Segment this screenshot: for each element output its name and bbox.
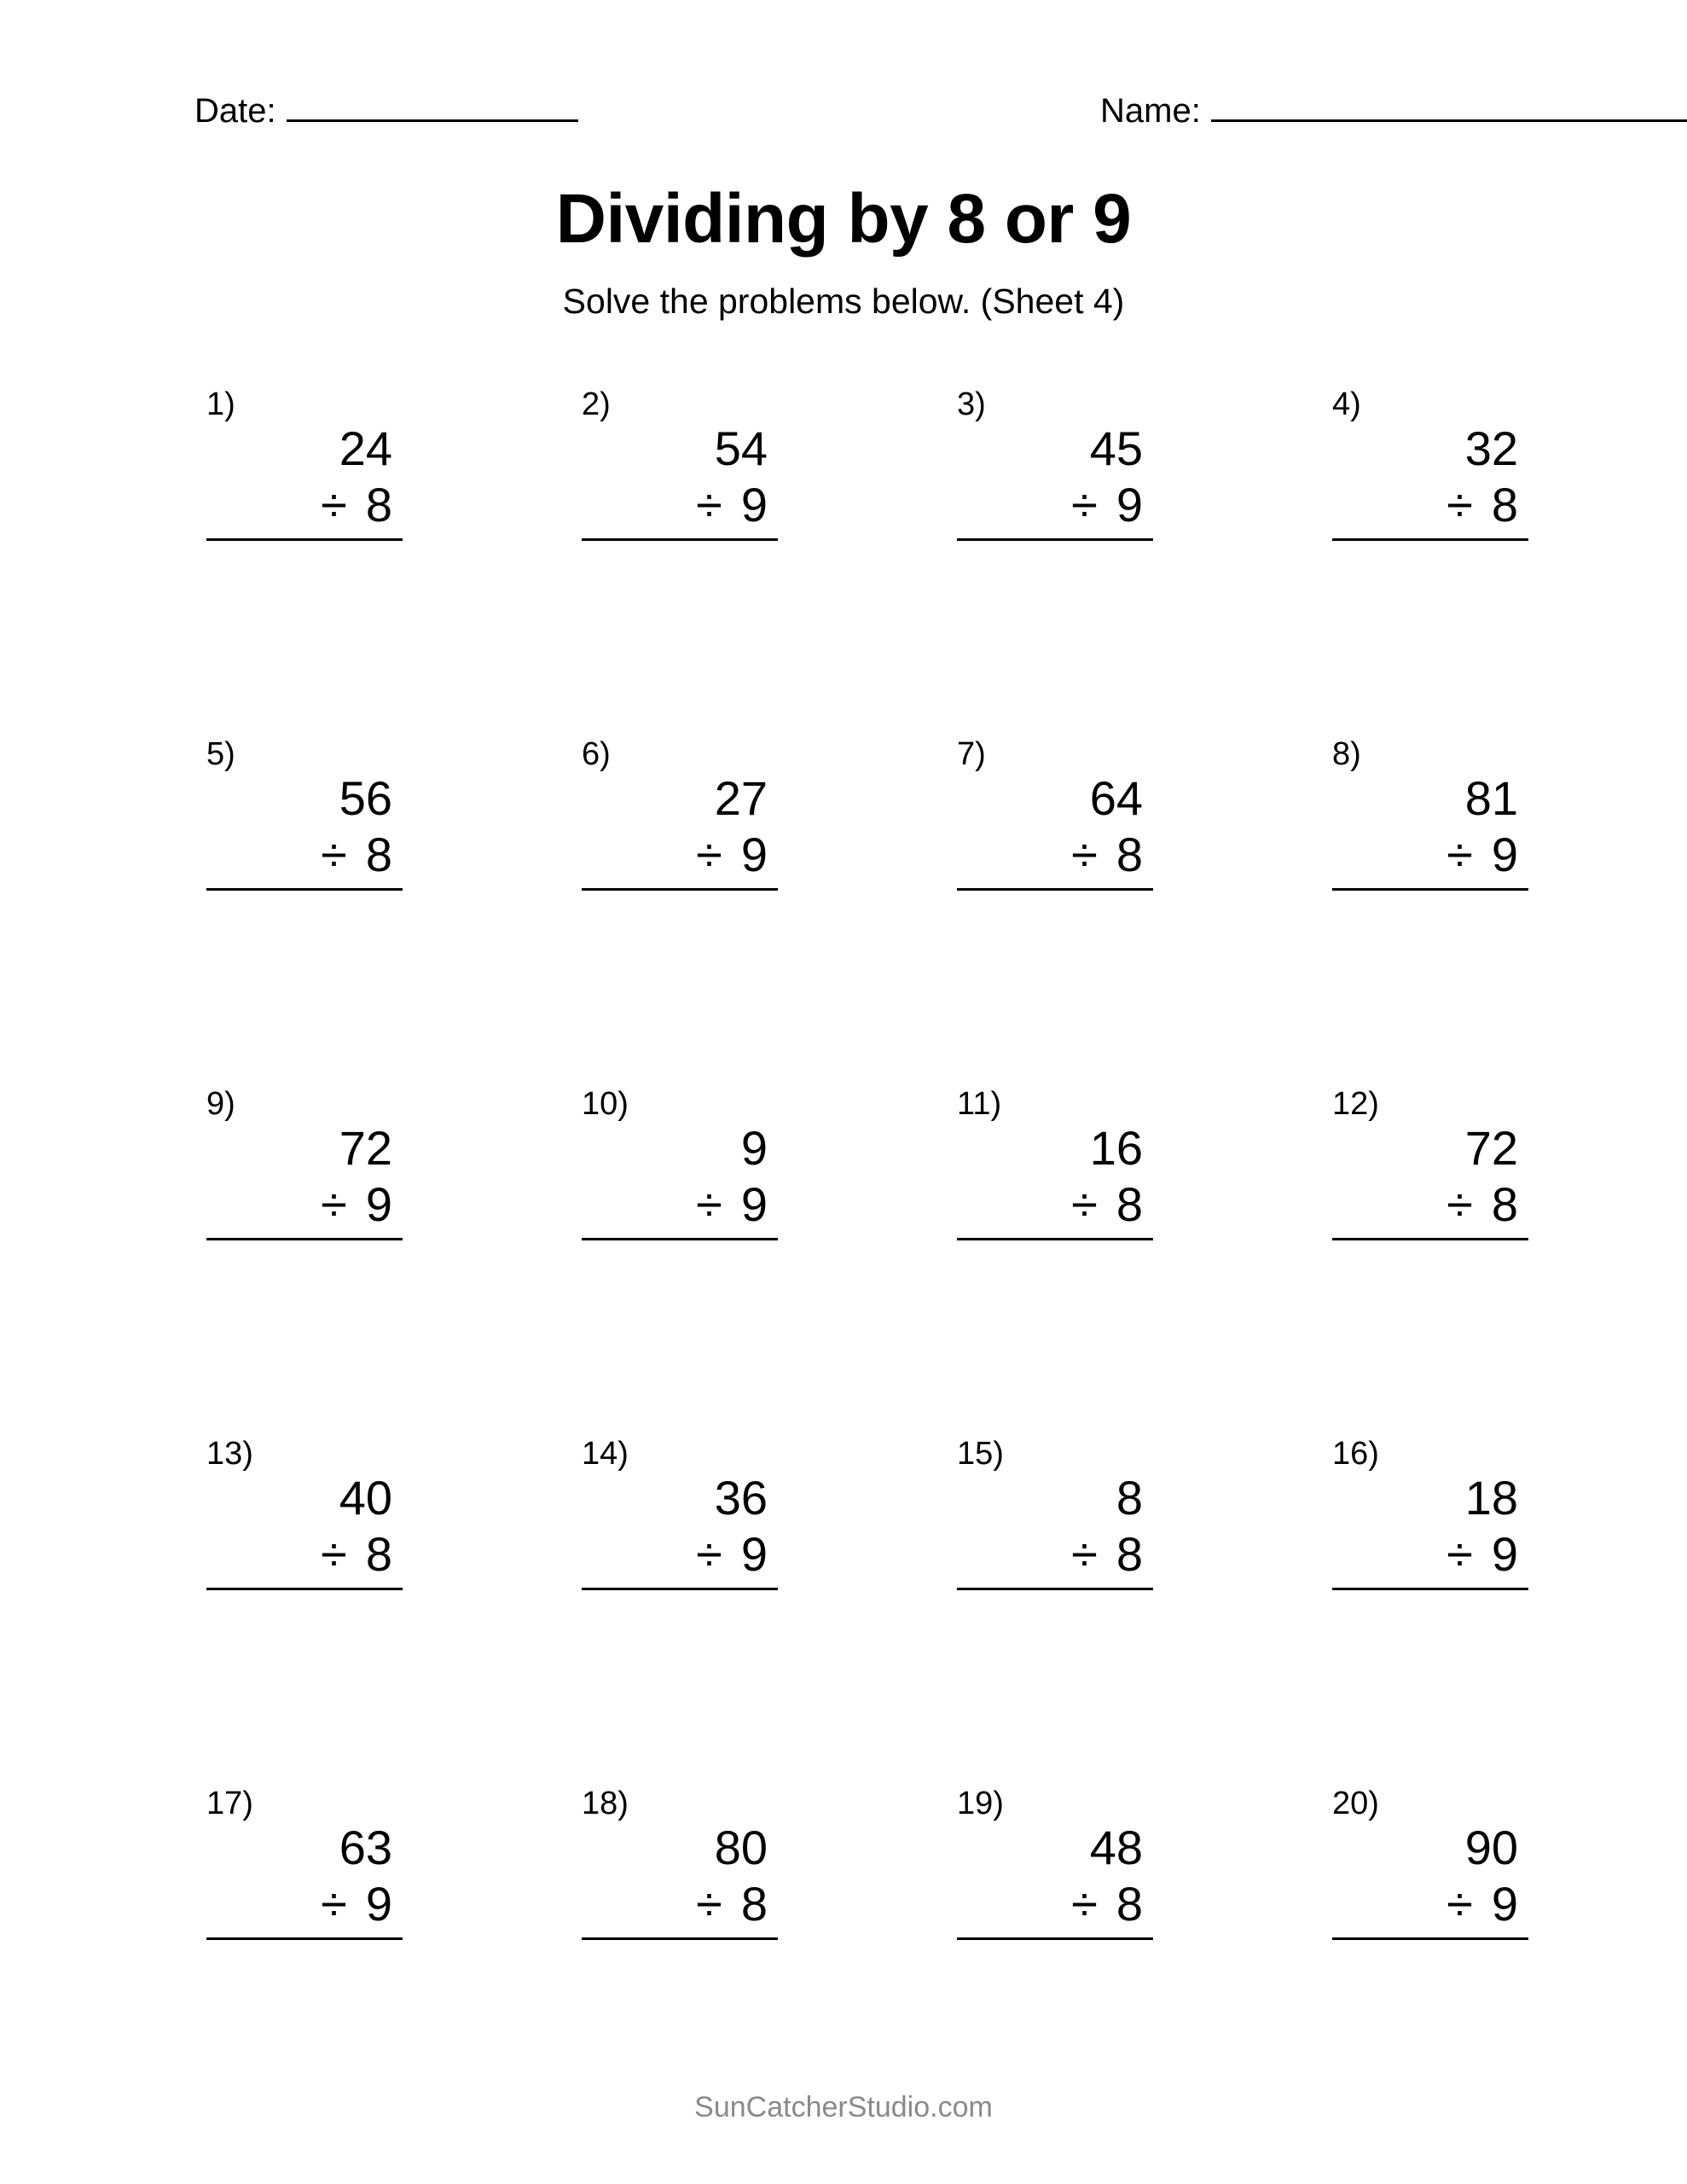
division-sign-icon: ÷ [1446, 1177, 1473, 1232]
answer-line[interactable] [957, 888, 1153, 891]
divisor-value: 9 [740, 828, 768, 882]
problem-number: 2) [582, 386, 611, 422]
problem-number: 3) [957, 386, 986, 422]
divisor-row [1332, 1526, 1528, 1583]
name-input-line[interactable] [1211, 97, 1687, 122]
problem-number: 10) [582, 1086, 629, 1122]
problem-number: 13) [206, 1436, 253, 1472]
name-field [1100, 92, 1687, 131]
division-sign-icon: ÷ [321, 1177, 347, 1232]
divisor-value: 8 [1491, 478, 1518, 532]
problem-expression [206, 1120, 403, 1240]
problem-number: 17) [206, 1786, 253, 1821]
division-sign-icon: ÷ [1071, 828, 1098, 882]
divisor-value: 9 [365, 1177, 392, 1232]
division-sign-icon: ÷ [321, 1877, 347, 1931]
header-fields [0, 92, 1687, 143]
problem-item [171, 738, 546, 1088]
divisor-row [582, 477, 778, 533]
answer-line[interactable] [582, 1937, 778, 1940]
problem-number: 4) [1332, 386, 1361, 422]
division-sign-icon: ÷ [696, 1177, 722, 1232]
answer-line[interactable] [957, 1937, 1153, 1940]
division-sign-icon: ÷ [1446, 1527, 1473, 1582]
division-sign-icon: ÷ [1071, 1877, 1098, 1931]
dividend-value: 8 [1116, 1471, 1143, 1525]
division-sign-icon: ÷ [1071, 478, 1098, 532]
dividend-value: 16 [1089, 1121, 1143, 1175]
division-sign-icon: ÷ [1446, 828, 1473, 882]
answer-line[interactable] [957, 538, 1153, 541]
answer-line[interactable] [1332, 1588, 1528, 1590]
answer-line[interactable] [957, 1588, 1153, 1590]
problem-number: 16) [1332, 1436, 1379, 1472]
division-sign-icon: ÷ [321, 828, 347, 882]
problem-expression [582, 1820, 778, 1940]
division-sign-icon: ÷ [1446, 478, 1473, 532]
dividend-value: 54 [714, 421, 768, 475]
divisor-row [582, 1176, 778, 1233]
division-sign-icon: ÷ [696, 478, 722, 532]
page-subtitle: Solve the problems below. (Sheet 4) [562, 282, 1125, 321]
problem-item [546, 388, 921, 738]
answer-line[interactable] [206, 538, 403, 541]
division-sign-icon: ÷ [1071, 1177, 1098, 1232]
date-field [194, 92, 578, 131]
divisor-value: 8 [1116, 1877, 1143, 1931]
problem-number: 8) [1332, 736, 1361, 772]
answer-line[interactable] [206, 1238, 403, 1240]
dividend-value: 72 [339, 1121, 392, 1175]
dividend-value: 36 [714, 1471, 768, 1525]
answer-line[interactable] [582, 1238, 778, 1240]
answer-line[interactable] [1332, 538, 1528, 541]
problem-number: 5) [206, 736, 235, 772]
problem-number: 15) [957, 1436, 1004, 1472]
dividend-value: 63 [339, 1821, 392, 1874]
divisor-row [1332, 827, 1528, 883]
divisor-value: 8 [1116, 828, 1143, 882]
divisor-row [1332, 477, 1528, 533]
dividend-value: 48 [1089, 1821, 1143, 1874]
problems-grid [171, 388, 1535, 2137]
divisor-value: 9 [1491, 828, 1518, 882]
dividend-value: 27 [714, 771, 768, 825]
problem-expression [206, 1820, 403, 1940]
divisor-row [957, 477, 1153, 533]
problem-expression [582, 1120, 778, 1240]
problem-item [546, 1438, 921, 1787]
problem-expression [957, 1470, 1153, 1590]
divisor-row [957, 1876, 1153, 1932]
divisor-value: 9 [365, 1877, 392, 1931]
problem-item [546, 1088, 921, 1438]
divisor-row [206, 1526, 403, 1583]
problem-expression [957, 770, 1153, 891]
answer-line[interactable] [957, 1238, 1153, 1240]
answer-line[interactable] [582, 1588, 778, 1590]
problem-item [1296, 1088, 1672, 1438]
problem-expression [206, 1470, 403, 1590]
divisor-row [957, 827, 1153, 883]
problem-expression [957, 421, 1153, 541]
divisor-value: 8 [365, 828, 392, 882]
problem-expression [1332, 770, 1528, 891]
problem-item [921, 738, 1296, 1088]
problem-number: 14) [582, 1436, 629, 1472]
problem-expression [957, 1820, 1153, 1940]
divisor-row [582, 1526, 778, 1583]
divisor-value: 9 [740, 1177, 768, 1232]
problem-item [921, 1438, 1296, 1787]
divisor-row [206, 477, 403, 533]
problem-item [546, 738, 921, 1088]
divisor-value: 9 [740, 478, 768, 532]
problem-number: 9) [206, 1086, 235, 1122]
dividend-value: 45 [1089, 421, 1143, 475]
problem-number: 7) [957, 736, 986, 772]
problem-item [1296, 1787, 1672, 2137]
divisor-value: 9 [1491, 1527, 1518, 1582]
division-sign-icon: ÷ [1446, 1877, 1473, 1931]
dividend-value: 72 [1464, 1121, 1518, 1175]
problem-expression [1332, 1820, 1528, 1940]
problem-expression [582, 421, 778, 541]
dividend-value: 9 [740, 1121, 768, 1175]
problem-number: 11) [957, 1086, 1002, 1122]
divisor-value: 9 [740, 1527, 768, 1582]
problem-expression [582, 770, 778, 891]
problem-number: 12) [1332, 1086, 1379, 1122]
problem-expression [1332, 1470, 1528, 1590]
problem-expression [1332, 1120, 1528, 1240]
dividend-value: 56 [339, 771, 392, 825]
division-sign-icon: ÷ [321, 478, 347, 532]
problem-expression [1332, 421, 1528, 541]
page-title: Dividing by 8 or 9 [555, 180, 1132, 258]
problem-item [171, 388, 546, 738]
division-sign-icon: ÷ [696, 1527, 722, 1582]
answer-line[interactable] [1332, 1937, 1528, 1940]
division-sign-icon: ÷ [1071, 1527, 1098, 1582]
problem-number: 18) [582, 1786, 629, 1821]
problem-item [921, 1088, 1296, 1438]
name-label: Name: [1100, 92, 1201, 130]
problem-expression [957, 1120, 1153, 1240]
problem-item [1296, 388, 1672, 738]
date-label: Date: [194, 92, 276, 130]
divisor-row [582, 827, 778, 883]
problem-item [546, 1787, 921, 2137]
problem-item [1296, 1438, 1672, 1787]
problem-number: 1) [206, 386, 235, 422]
divisor-row [957, 1176, 1153, 1233]
problem-expression [206, 421, 403, 541]
divisor-row [206, 1876, 403, 1932]
problem-item [171, 1787, 546, 2137]
problem-number: 6) [582, 736, 611, 772]
problem-number: 20) [1332, 1786, 1379, 1821]
footer-credit: SunCatcherStudio.com [694, 2091, 993, 2123]
answer-line[interactable] [206, 1937, 403, 1940]
problem-expression [206, 770, 403, 891]
divisor-value: 9 [1116, 478, 1143, 532]
answer-line[interactable] [1332, 888, 1528, 891]
answer-line[interactable] [206, 1588, 403, 1590]
answer-line[interactable] [206, 888, 403, 891]
divisor-value: 8 [365, 478, 392, 532]
divisor-row [206, 827, 403, 883]
problem-number: 19) [957, 1786, 1004, 1821]
division-sign-icon: ÷ [321, 1527, 347, 1582]
answer-line[interactable] [582, 538, 778, 541]
divisor-value: 8 [1116, 1527, 1143, 1582]
division-sign-icon: ÷ [696, 1877, 722, 1931]
dividend-value: 18 [1464, 1471, 1518, 1525]
dividend-value: 32 [1464, 421, 1518, 475]
divisor-value: 8 [365, 1527, 392, 1582]
answer-line[interactable] [582, 888, 778, 891]
divisor-value: 8 [740, 1877, 768, 1931]
divisor-value: 9 [1491, 1877, 1518, 1931]
problem-expression [582, 1470, 778, 1590]
divisor-row [957, 1526, 1153, 1583]
problem-item [171, 1088, 546, 1438]
divisor-row [1332, 1176, 1528, 1233]
divisor-row [206, 1176, 403, 1233]
divisor-row [1332, 1876, 1528, 1932]
problem-item [921, 1787, 1296, 2137]
dividend-value: 80 [714, 1821, 768, 1874]
problem-item [171, 1438, 546, 1787]
dividend-value: 24 [339, 421, 392, 475]
divisor-row [582, 1876, 778, 1932]
dividend-value: 90 [1464, 1821, 1518, 1874]
divisor-value: 8 [1491, 1177, 1518, 1232]
date-input-line[interactable] [287, 97, 578, 122]
divisor-value: 8 [1116, 1177, 1143, 1232]
dividend-value: 40 [339, 1471, 392, 1525]
problem-item [921, 388, 1296, 738]
problem-item [1296, 738, 1672, 1088]
division-sign-icon: ÷ [696, 828, 722, 882]
dividend-value: 81 [1464, 771, 1518, 825]
answer-line[interactable] [1332, 1238, 1528, 1240]
dividend-value: 64 [1089, 771, 1143, 825]
